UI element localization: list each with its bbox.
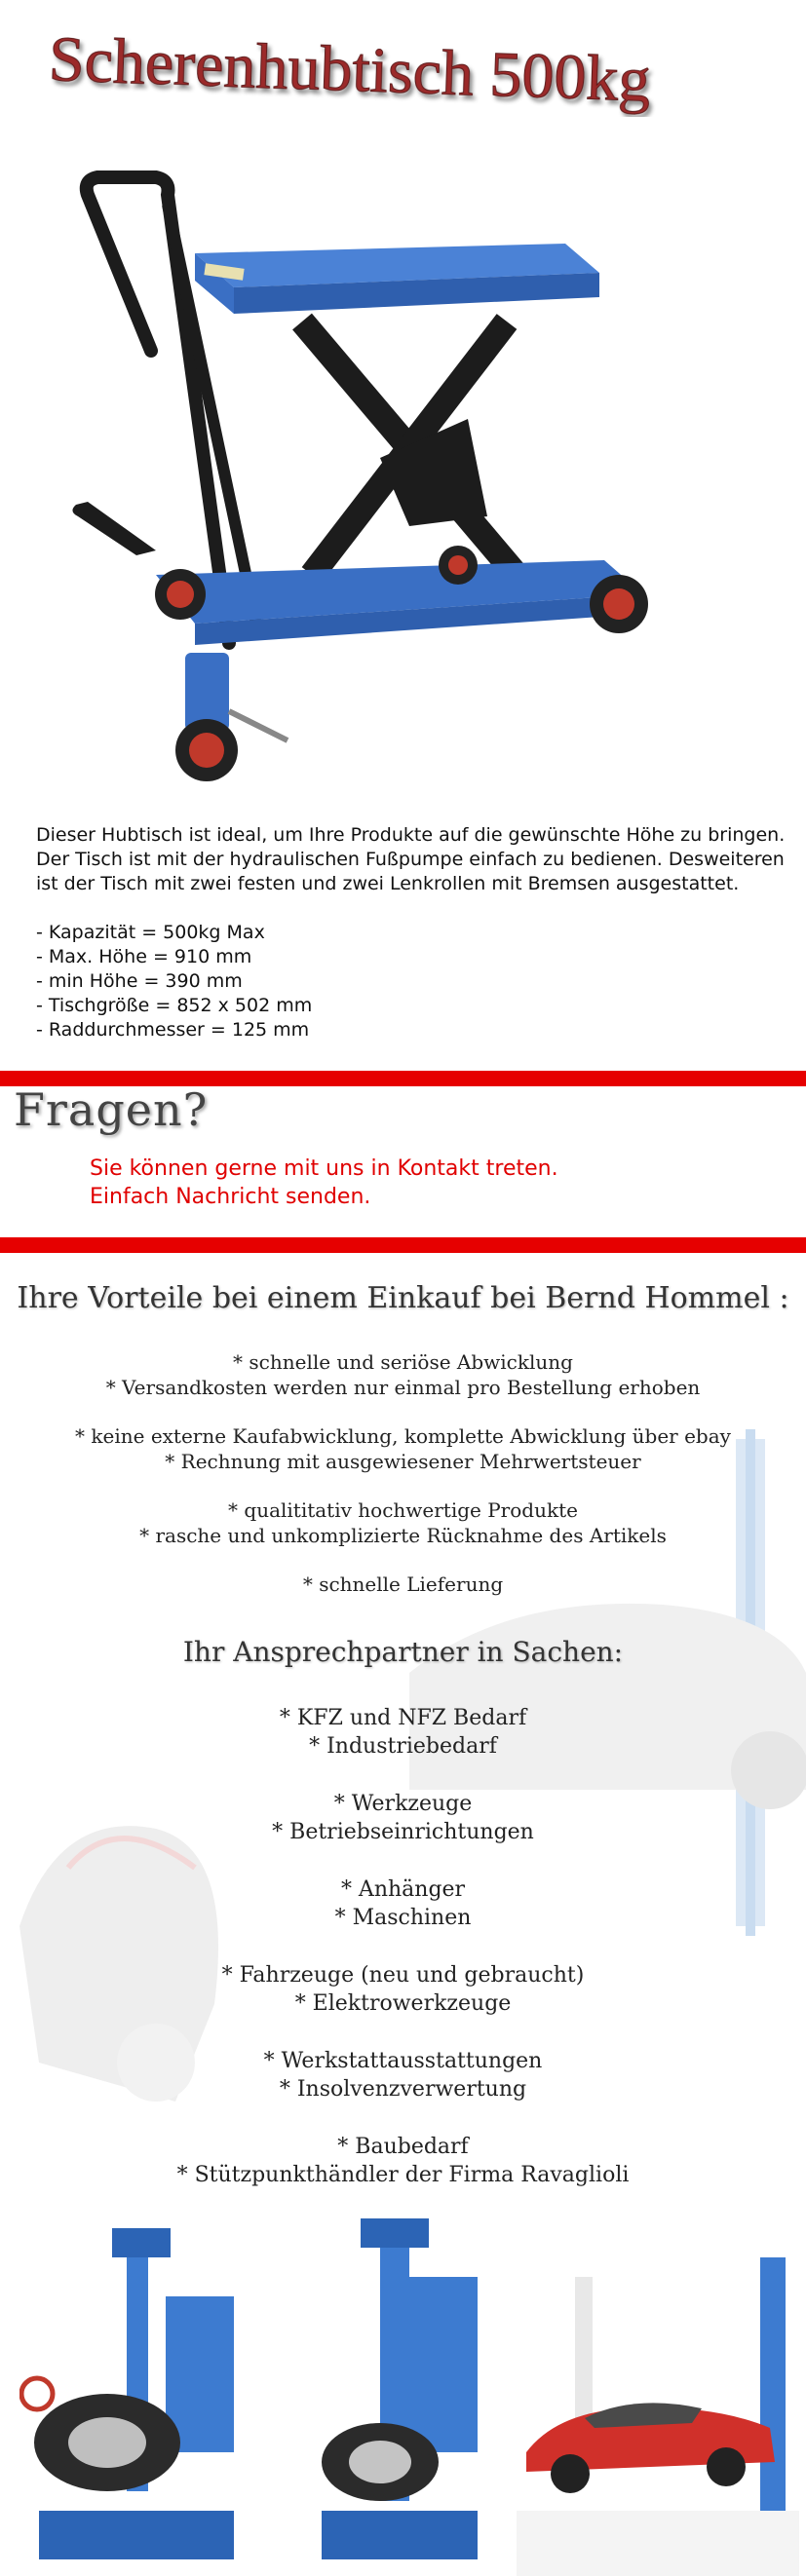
service-group <box>0 2133 806 2189</box>
advantage-item: * qualititativ hochwertige Produkte <box>228 1498 578 1522</box>
questions-title: Fragen? <box>14 1083 209 1136</box>
tire-changer-icon <box>19 2218 253 2576</box>
advantages-group <box>0 1349 806 1400</box>
service-item: * Werkzeuge <box>333 1792 473 1816</box>
contact-line-1: Sie können gerne mit uns in Kontakt treten. <box>90 1156 558 1181</box>
service-group <box>0 2047 806 2103</box>
service-item: * Industriebedarf <box>309 1734 497 1759</box>
spec-capacity: - Kapazität = 500kg Max <box>36 922 265 943</box>
service-item: * Maschinen <box>334 1906 472 1930</box>
spec-min-height: - min Höhe = 390 mm <box>36 970 243 992</box>
title-text: Scherenhubtisch 500kg <box>47 23 652 116</box>
advantage-item: * Versandkosten werden nur einmal pro Bestellung erhoben <box>105 1376 701 1399</box>
service-item: * Fahrzeuge (neu und gebraucht) <box>221 1963 585 1988</box>
advantages-title: Ihre Vorteile bei einem Einkauf bei Bernd Hommel : <box>17 1281 789 1315</box>
page-title <box>39 19 780 117</box>
spec-wheel-diameter: - Raddurchmesser = 125 mm <box>36 1019 310 1041</box>
service-item: * Baubedarf <box>337 2135 469 2159</box>
advantage-item: * schnelle und seriöse Abwicklung <box>233 1350 573 1374</box>
spec-max-height: - Max. Höhe = 910 mm <box>36 946 252 967</box>
tire-changer-2-icon <box>302 2218 497 2576</box>
service-item: * Werkstattausstattungen <box>263 2049 543 2073</box>
advantage-item: * rasche und unkomplizierte Rücknahme des Artikels <box>139 1524 667 1547</box>
service-item: * KFZ und NFZ Bedarf <box>279 1706 527 1730</box>
service-item: * Betriebseinrichtungen <box>272 1820 534 1844</box>
product-description <box>36 823 787 1042</box>
service-group <box>0 1790 806 1846</box>
product-image <box>58 166 682 789</box>
contact-text <box>90 1155 558 1211</box>
divider-red-bottom <box>0 1237 806 1253</box>
service-item: * Elektrowerkzeuge <box>294 1991 512 2016</box>
description-line: ist der Tisch mit zwei festen und zwei Lenkrollen mit Bremsen ausgestattet. <box>36 873 740 894</box>
description-line: Dieser Hubtisch ist ideal, um Ihre Produkte auf die gewünschte Höhe zu bringen. <box>36 824 786 846</box>
spec-table-size: - Tischgröße = 852 x 502 mm <box>36 995 313 1016</box>
advantages-group <box>0 1497 806 1548</box>
contact-person-title: Ihr Ansprechpartner in Sachen: <box>182 1636 624 1668</box>
service-group <box>0 1875 806 1932</box>
scissor-lift-table-icon <box>58 166 682 789</box>
description-line: Der Tisch ist mit der hydraulischen Fußpumpe einfach zu bedienen. Desweiteren <box>36 849 785 870</box>
advantage-item: * schnelle Lieferung <box>302 1572 504 1596</box>
contact-line-2: Einfach Nachricht senden. <box>90 1185 371 1209</box>
service-item: * Insolvenzverwertung <box>279 2077 527 2102</box>
advantages-section <box>0 1264 806 2576</box>
service-group <box>0 1961 806 2018</box>
service-item: * Stützpunkthändler der Firma Ravaglioli <box>176 2163 630 2187</box>
advantage-item: * keine externe Kaufabwicklung, komplette Abwicklung über ebay <box>75 1424 731 1448</box>
service-item: * Anhänger <box>340 1877 466 1902</box>
title-graphic <box>39 19 780 117</box>
service-group <box>0 1704 806 1761</box>
advantage-item: * Rechnung mit ausgewiesener Mehrwertsteuer <box>165 1450 641 1473</box>
advantages-group <box>0 1572 806 1597</box>
advantages-group <box>0 1423 806 1474</box>
car-lift-icon <box>517 2218 799 2576</box>
